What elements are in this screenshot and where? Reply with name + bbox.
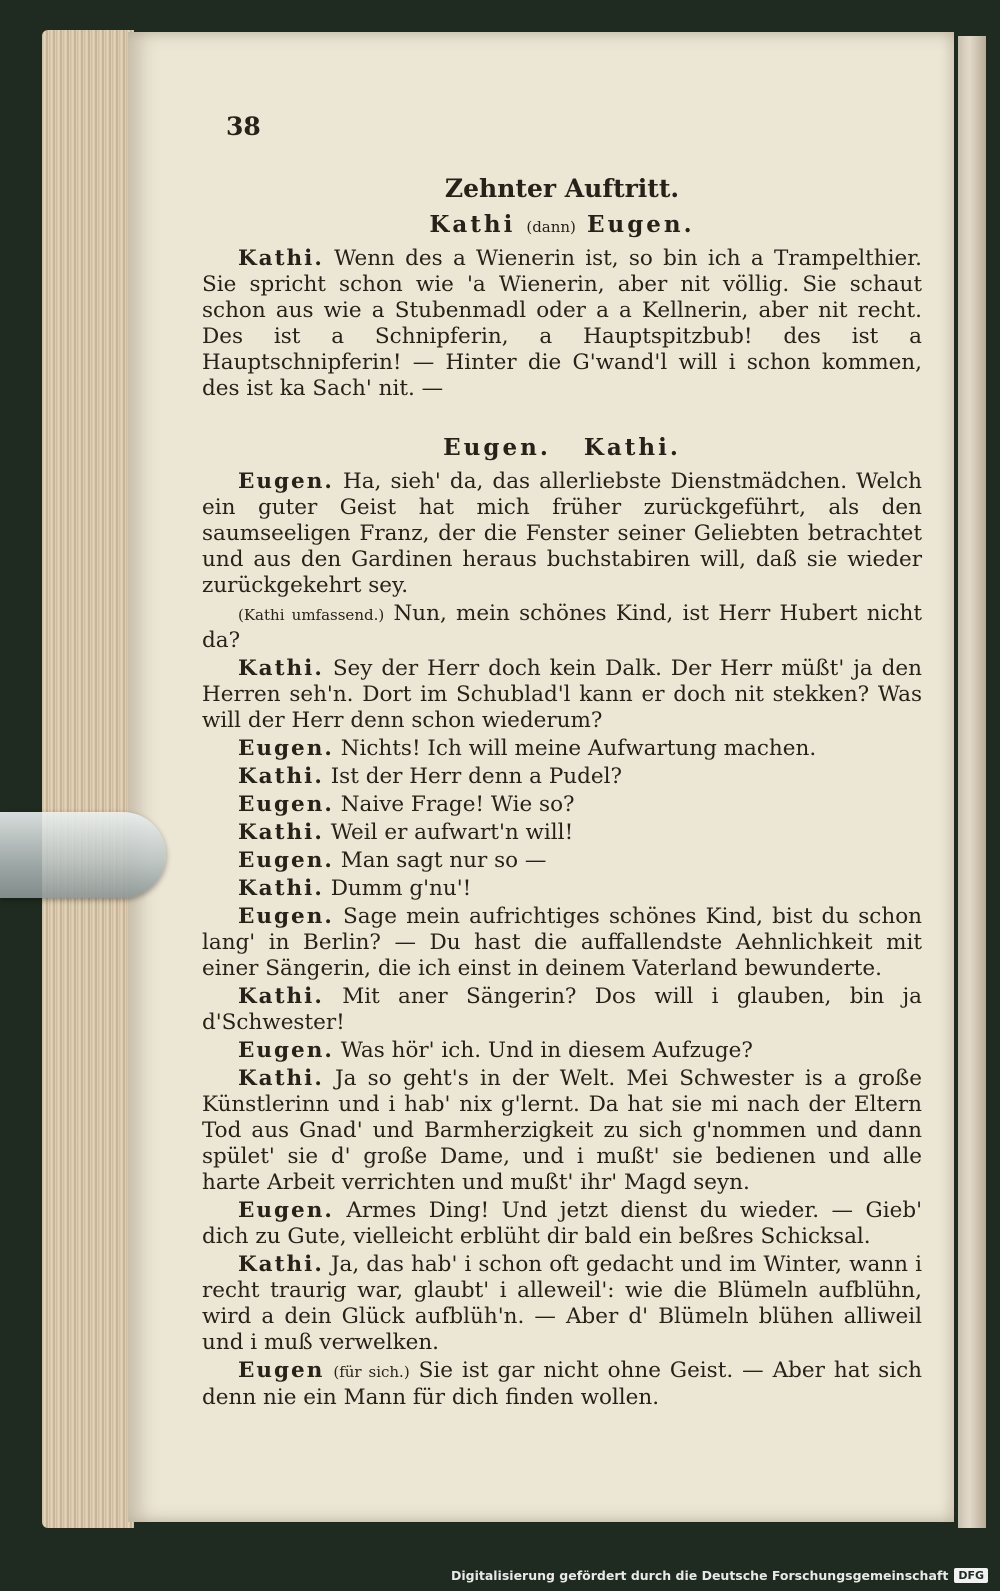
- dialogue-text: Nun, mein schönes Kind, ist Herr Hubert nicht da?: [202, 601, 922, 653]
- speaker-name: Kathi.: [238, 764, 324, 789]
- dialogue-line: [202, 820, 922, 846]
- speaker-name: Eugen.: [238, 469, 334, 494]
- page-clip: [0, 812, 166, 898]
- dialogue-line: [202, 1066, 922, 1196]
- dialogue-text: Ja, das hab' i schon oft gedacht und im Winter, wann i recht traurig war, glaubt' i alleweil': wie die Blümeln aufblühn, wird a dein Glück aufblüh'n. — Aber d' Blümeln blühen alliweil und i muß verwelken.: [202, 1252, 922, 1355]
- speaker-name: Kathi.: [238, 1252, 324, 1277]
- dialogue-line: [202, 1198, 922, 1250]
- dialogue-text: Was hör' ich. Und in diesem Aufzuge?: [340, 1038, 753, 1063]
- dialogue-block-2: [202, 469, 922, 1411]
- cast-name: Eugen.: [586, 211, 695, 238]
- speaker-name: Eugen.: [238, 792, 334, 817]
- dialogue-line: [202, 848, 922, 874]
- dialogue-line: [202, 736, 922, 762]
- page-text: [202, 174, 922, 1413]
- dialogue-text: Mit aner Sängerin? Dos will i glauben, bin ja d'Schwester!: [202, 984, 922, 1035]
- dialogue-text: Sage mein aufrichtiges schönes Kind, bist du schon lang' in Berlin? — Du hast die auffallendste Aehnlichkeit mit einer Sängerin, die ich einst in deinem Vaterland bewunderte.: [202, 904, 922, 981]
- dialogue-text: Sey der Herr doch kein Dalk. Der Herr müßt' ja den Herren seh'n. Dort im Schublad'l kann er doch nit stekken? Was will der Herr denn schon wiederum?: [202, 656, 922, 733]
- dialogue-text: Weil er aufwart'n will!: [330, 820, 574, 845]
- dialogue-text: Wenn des a Wienerin ist, so bin ich a Trampelthier. Sie spricht schon wie 'a Wienerin, aber nit völlig. Sie schaut schon aus wie a Stubenmadl oder a a Kellnerin, aber nit recht. Des ist a Schnipferin, a Hauptspitzbub! des ist a Hauptschnipferin! — Hinter die G'wand'l will i schon kommen, des ist ka Sach' nit. —: [202, 246, 923, 401]
- book-back-edge: [958, 36, 986, 1528]
- dialogue-text: Ha, sieh' da, das allerliebste Dienstmädchen. Welch ein guter Geist hat mich früher zurückgeführt, als den saumseeligen Franz, der die Fenster seiner Geliebten betrachtet und aus den Gardinen heraus buchstabiren will, daß sie wieder zurückgekehrt sey.: [202, 469, 922, 598]
- dialogue-line: [202, 904, 922, 982]
- cast-name: Kathi.: [583, 434, 681, 461]
- dialogue-block-1: [202, 246, 922, 402]
- dialogue-text: Ja so geht's in der Welt. Mei Schwester is a große Künstlerinn und i hab' nix g'lernt. Da hat sie mi nach der Eltern Tod aus Gnad' und Barmherzigkeit zu sich g'nommen und dann spület' sie d' große Dame, und i mußt' sie bedienen und alle harte Arbeit verrichten und mußt' ihr' Magd seyn.: [202, 1066, 922, 1195]
- book-page-edges: [42, 30, 134, 1528]
- dialogue-line: [202, 876, 922, 902]
- dialogue-text: Nichts! Ich will meine Aufwartung machen.: [340, 736, 817, 761]
- book-page: [128, 32, 954, 1522]
- cast-name: Eugen.: [443, 434, 551, 461]
- dialogue-line: [202, 984, 922, 1036]
- dialogue-line: [202, 656, 922, 734]
- cast-line-1: [202, 211, 922, 238]
- dialogue-line: [202, 792, 922, 818]
- speaker-name: Kathi.: [238, 656, 324, 681]
- speaker-name: Kathi.: [238, 876, 324, 901]
- cast-stage-direction: (dann): [526, 218, 576, 236]
- scene-title: Zehnter Auftritt.: [444, 174, 680, 203]
- stage-direction: (Kathi umfassend.): [238, 606, 385, 624]
- dialogue-line: [202, 246, 922, 402]
- dialogue-text: Naive Frage! Wie so?: [340, 792, 575, 817]
- dialogue-text: Dumm g'nu'!: [330, 876, 472, 901]
- cast-line-2: [202, 434, 922, 461]
- dialogue-line: [202, 469, 922, 599]
- dialogue-line: [202, 1358, 922, 1411]
- speaker-name: Kathi.: [238, 984, 324, 1009]
- page-number: 38: [226, 112, 261, 141]
- dialogue-text: Sie ist gar nicht ohne Geist. — Aber hat sich denn nie ein Mann für dich finden wollen.: [202, 1358, 922, 1410]
- speaker-name: Eugen.: [238, 848, 334, 873]
- dialogue-text: Man sagt nur so —: [340, 848, 547, 873]
- credit-text: Digitalisierung gefördert durch die Deutsche Forschungsgemeinschaft: [450, 1568, 949, 1583]
- speaker-name: Eugen: [238, 1358, 325, 1383]
- dfg-logo: DFG: [954, 1568, 988, 1583]
- speaker-name: Kathi.: [238, 1066, 324, 1091]
- stage-direction: (für sich.): [333, 1363, 410, 1381]
- speaker-name: Eugen.: [238, 1038, 334, 1063]
- dialogue-line: [202, 601, 922, 654]
- speaker-name: Eugen.: [238, 904, 334, 929]
- dialogue-line: [202, 1038, 922, 1064]
- footer-credit: [451, 1568, 988, 1583]
- dialogue-text: Ist der Herr denn a Pudel?: [330, 764, 623, 789]
- spacer: [202, 404, 922, 434]
- dialogue-text: Armes Ding! Und jetzt dienst du wieder. — Gieb' dich zu Gute, vielleicht erblüht dir bald ein beßres Schicksal.: [202, 1198, 922, 1249]
- dialogue-line: [202, 1252, 922, 1356]
- speaker-name: Eugen.: [238, 1198, 334, 1223]
- cast-name: Kathi: [429, 211, 516, 238]
- speaker-name: Eugen.: [238, 736, 334, 761]
- speaker-name: Kathi.: [238, 820, 324, 845]
- dialogue-line: [202, 764, 922, 790]
- speaker-name: Kathi.: [238, 246, 324, 271]
